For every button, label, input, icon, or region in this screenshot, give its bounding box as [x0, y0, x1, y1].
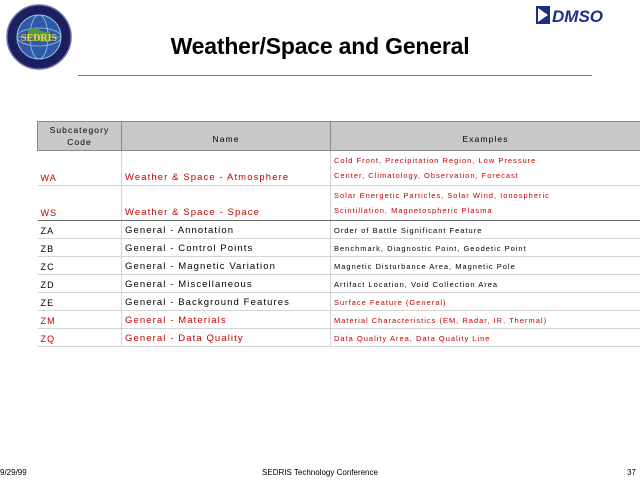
- row-name: General - Magnetic Variation: [122, 257, 331, 275]
- dmso-logo-text: DMSO: [552, 7, 603, 26]
- example-line: Scintillation, Magnetospheric Plasma: [334, 206, 493, 215]
- row-name: Weather & Space - Space: [122, 186, 331, 221]
- table-row: [38, 329, 640, 347]
- row-code: ZC: [38, 257, 122, 275]
- slide-title: Weather/Space and General: [170, 33, 470, 59]
- footer-page-number: 37: [627, 468, 636, 477]
- row-code: ZA: [38, 221, 122, 239]
- row-name: General - Control Points: [122, 239, 331, 257]
- row-name: General - Annotation: [122, 221, 331, 239]
- row-examples: [331, 186, 640, 221]
- row-code: ZQ: [38, 329, 122, 347]
- row-examples: Order of Battle Significant Feature: [331, 221, 640, 239]
- row-code: WS: [38, 186, 122, 221]
- column-header-examples: Examples: [331, 122, 640, 151]
- row-code: ZE: [38, 293, 122, 311]
- table-row: [38, 293, 640, 311]
- row-name: General - Data Quality: [122, 329, 331, 347]
- row-examples: Benchmark, Diagnostic Point, Geodetic Point: [331, 239, 640, 257]
- table-row: [38, 311, 640, 329]
- table-row: [38, 257, 640, 275]
- table-row: [38, 221, 640, 239]
- subcategory-table: [37, 121, 640, 347]
- row-code: ZB: [38, 239, 122, 257]
- column-header-code: Subcategory Code: [38, 122, 122, 151]
- row-code: ZM: [38, 311, 122, 329]
- column-header-name: Name: [122, 122, 331, 151]
- row-examples: Magnetic Disturbance Area, Magnetic Pole: [331, 257, 640, 275]
- table-header-row: [38, 122, 640, 151]
- footer-conference: SEDRIS Technology Conference: [262, 468, 378, 477]
- row-name: Weather & Space - Atmosphere: [122, 151, 331, 186]
- example-line: Cold Front, Precipitation Region, Low Pressure: [334, 156, 537, 165]
- example-line: Center, Climatology, Observation, Forecast: [334, 171, 519, 180]
- row-code: WA: [38, 151, 122, 186]
- title-divider: [78, 75, 592, 76]
- table-row: [38, 275, 640, 293]
- row-name: General - Background Features: [122, 293, 331, 311]
- footer-date: 9/29/99: [0, 468, 27, 477]
- row-name: General - Materials: [122, 311, 331, 329]
- row-examples: [331, 151, 640, 186]
- table-row: [38, 151, 640, 186]
- table-row: [38, 239, 640, 257]
- example-line: Solar Energetic Particles, Solar Wind, Ionospheric: [334, 191, 550, 200]
- seal-text: SEDRIS: [20, 33, 58, 44]
- row-name: General - Miscellaneous: [122, 275, 331, 293]
- row-examples: Data Quality Area, Data Quality Line: [331, 329, 640, 347]
- table-row: [38, 186, 640, 221]
- row-examples: Artifact Location, Void Collection Area: [331, 275, 640, 293]
- row-examples: Material Characteristics (EM, Radar, IR, Thermal): [331, 311, 640, 329]
- row-examples: Surface Feature (General): [331, 293, 640, 311]
- row-code: ZD: [38, 275, 122, 293]
- dmso-logo: [536, 4, 622, 26]
